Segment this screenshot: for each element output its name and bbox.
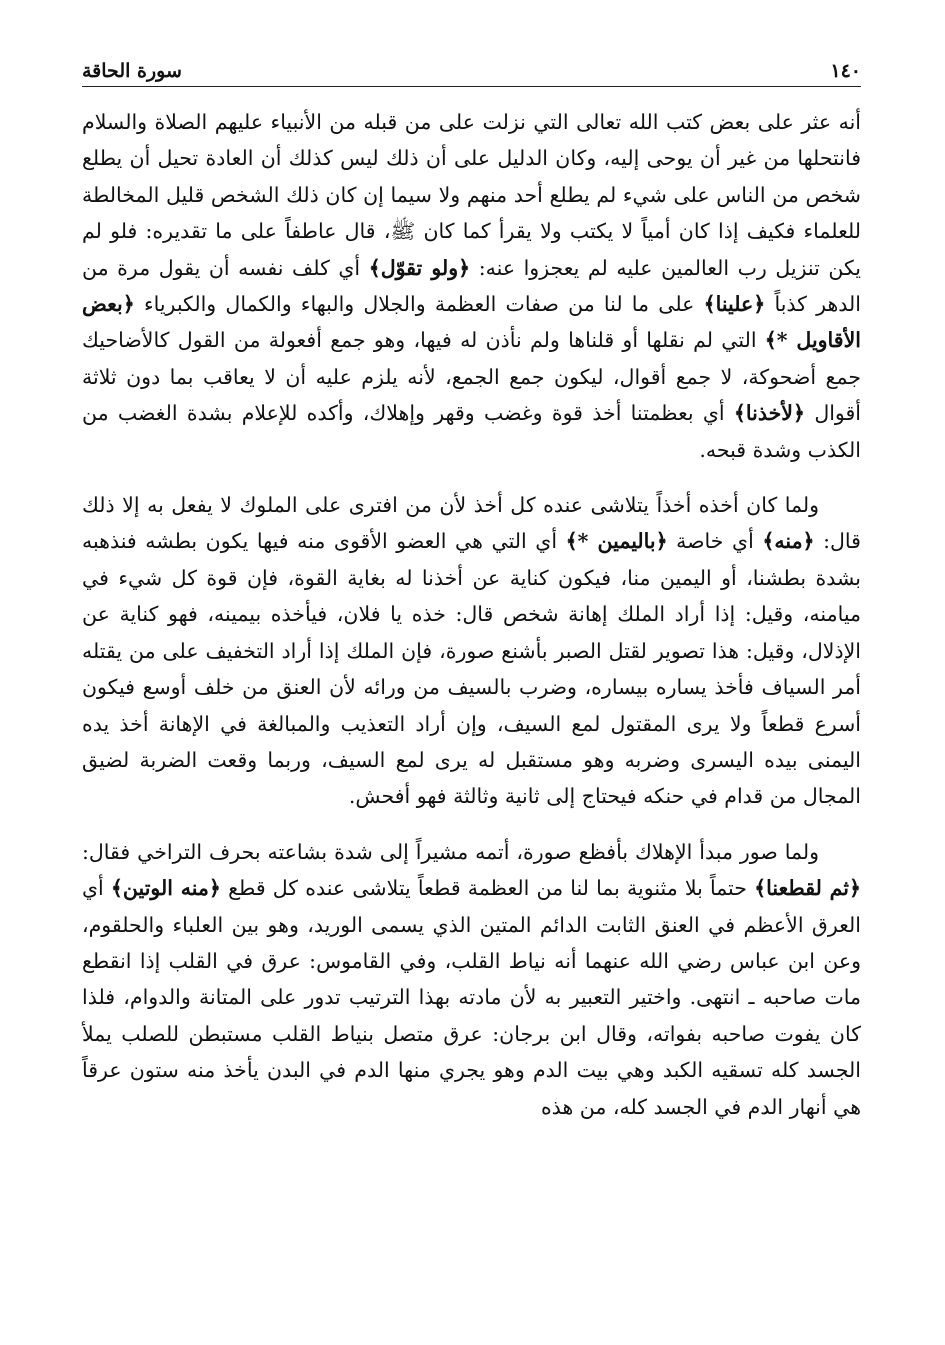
commentary-text: ولما كان أخذه أخذاً يتلاشى عنده كل أخذ لأن من افترى على الملوك لا يفعل به إلا ذلك قال:: [82, 493, 861, 554]
page-number: ١٤٠: [830, 60, 861, 82]
quran-quote: ﴿باليمين *﴾: [565, 529, 668, 554]
quran-quote: ﴿ثم لقطعنا﴾: [754, 876, 861, 901]
quran-quote: ﴿لأخذنا﴾: [733, 401, 806, 426]
commentary-text: على ما لنا من صفات العظمة والجلال والبهاء والكمال والكبرياء: [134, 292, 704, 317]
page-body: [82, 104, 861, 1125]
commentary-text: أي التي هي العضو الأقوى منه فيها يكون بطشه فنذهبه بشدة بطشنا، أو اليمين منا، فيكون كناية عن أخذنا له بغاية القوة، فإن قوة كل شيء في ميامنه، وقيل: إذا أراد الملك إهانة شخص قال: خذه يا فلان، فيأخذه بيمينه، فهو كناية عن الإذلال، وقيل: هذا تصوير لقتل الصبر بأشنع صورة، فإن الملك إذا أراد التخفيف على من يقتله أمر السياف فأخذ يساره بيساره، وضرب بالسيف من ورائه لأن العنق من خلف أوسع فيكون أسرع قطعاً ولا يرى المقتول لمع السيف، وإن أراد التعذيب والمبالغة في الإهانة أخذ يده اليمنى بيده اليسرى وضربه وهو مستقبل له يرى لمع السيف، وربما وقعت الضربة لضيق المجال من قدام في حنكه فيحتاج إلى ثانية وثالثة فهو أفحش.: [82, 529, 861, 809]
quran-quote: ﴿علينا﴾: [703, 292, 766, 317]
paragraph: [82, 487, 861, 815]
commentary-text: حتماً بلا مثنوية بما لنا من العظمة قطعاً يتلاشى عنده كل قطع: [220, 876, 755, 901]
quran-quote: ﴿منه﴾: [762, 529, 815, 554]
quran-quote: ﴿منه الوتين﴾: [110, 876, 221, 901]
commentary-text: أي كلف نفسه أن يقول مرة من الدهر كذباً: [82, 255, 861, 317]
commentary-text: ولما صور مبدأ الإهلاك بأفظع صورة، أتمه مشيراً إلى شدة بشاعته بحرف التراخي فقال:: [82, 839, 819, 864]
commentary-text: أي خاصة: [667, 529, 763, 554]
commentary-text: أنه عثر على بعض كتب الله تعالى التي نزلت على من قبله من الأنبياء عليهم الصلاة والسلام فانتحلها من غير أن يوحى إليه، وكان الدليل على أن ذلك ليس كذلك أن العادة تحيل أن يطلع شخص من الناس على شيء لم يطلع أحد منهم ولا سيما إن كان ذلك الشخص قليل المخالطة للعلماء فكيف إذا كان أمياً لا يكتب ولا يقرأ كما كان ﷺ، قال عاطفاً على ما تقديره: فلو لم يكن تنزيل رب العالمين عليه لم يعجزوا عنه:: [82, 110, 861, 280]
paragraph: [82, 834, 861, 1125]
surah-title: سورة الحاقة: [82, 60, 182, 82]
commentary-text: التي لم نقلها أو قلناها ولم نأذن له فيها، وهو جمع أفعولة من القول كالأضاحيك جمع أضحوكة، لا جمع أقوال، ليكون جمع الجمع، لأنه يلزم عليه أن لا يعاقب بما دون ثلاثة أقوال: [82, 328, 861, 426]
quran-quote: ﴿بعض الأقاويل *﴾: [82, 292, 861, 353]
paragraph: [82, 104, 861, 468]
page-header: [82, 56, 861, 87]
commentary-text: أي العرق الأعظم في العنق الثابت الدائم المتين الذي يسمى الوريد، وهو بين العلباء والحلقوم، وعن ابن عباس رضي الله عنهما أنه نياط القلب، وفي القاموس: عرق في القلب إذا انقطع مات صاحبه ـ انتهى. واختير التعبير به لأن مادته بهذا الترتيب تدور على المتانة والدوام، فلذا كان يفوت صاحبه بفواته، وقال ابن برجان: عرق متصل بنياط القلب مستبطن للصلب يملأ الجسد كله تسقيه الكبد وهي بيت الدم وهو يجري منها الدم في البدن يأخذ منه ستون عرقاً هي أنهار الدم في الجسد كله، من هذه: [82, 876, 861, 1119]
commentary-text: أي بعظمتنا أخذ قوة وغضب وقهر وإهلاك، وأكده للإعلام بشدة الغضب من الكذب وشدة قبحه.: [82, 401, 861, 462]
quran-quote: ﴿ولو تقوّل﴾: [368, 255, 471, 280]
